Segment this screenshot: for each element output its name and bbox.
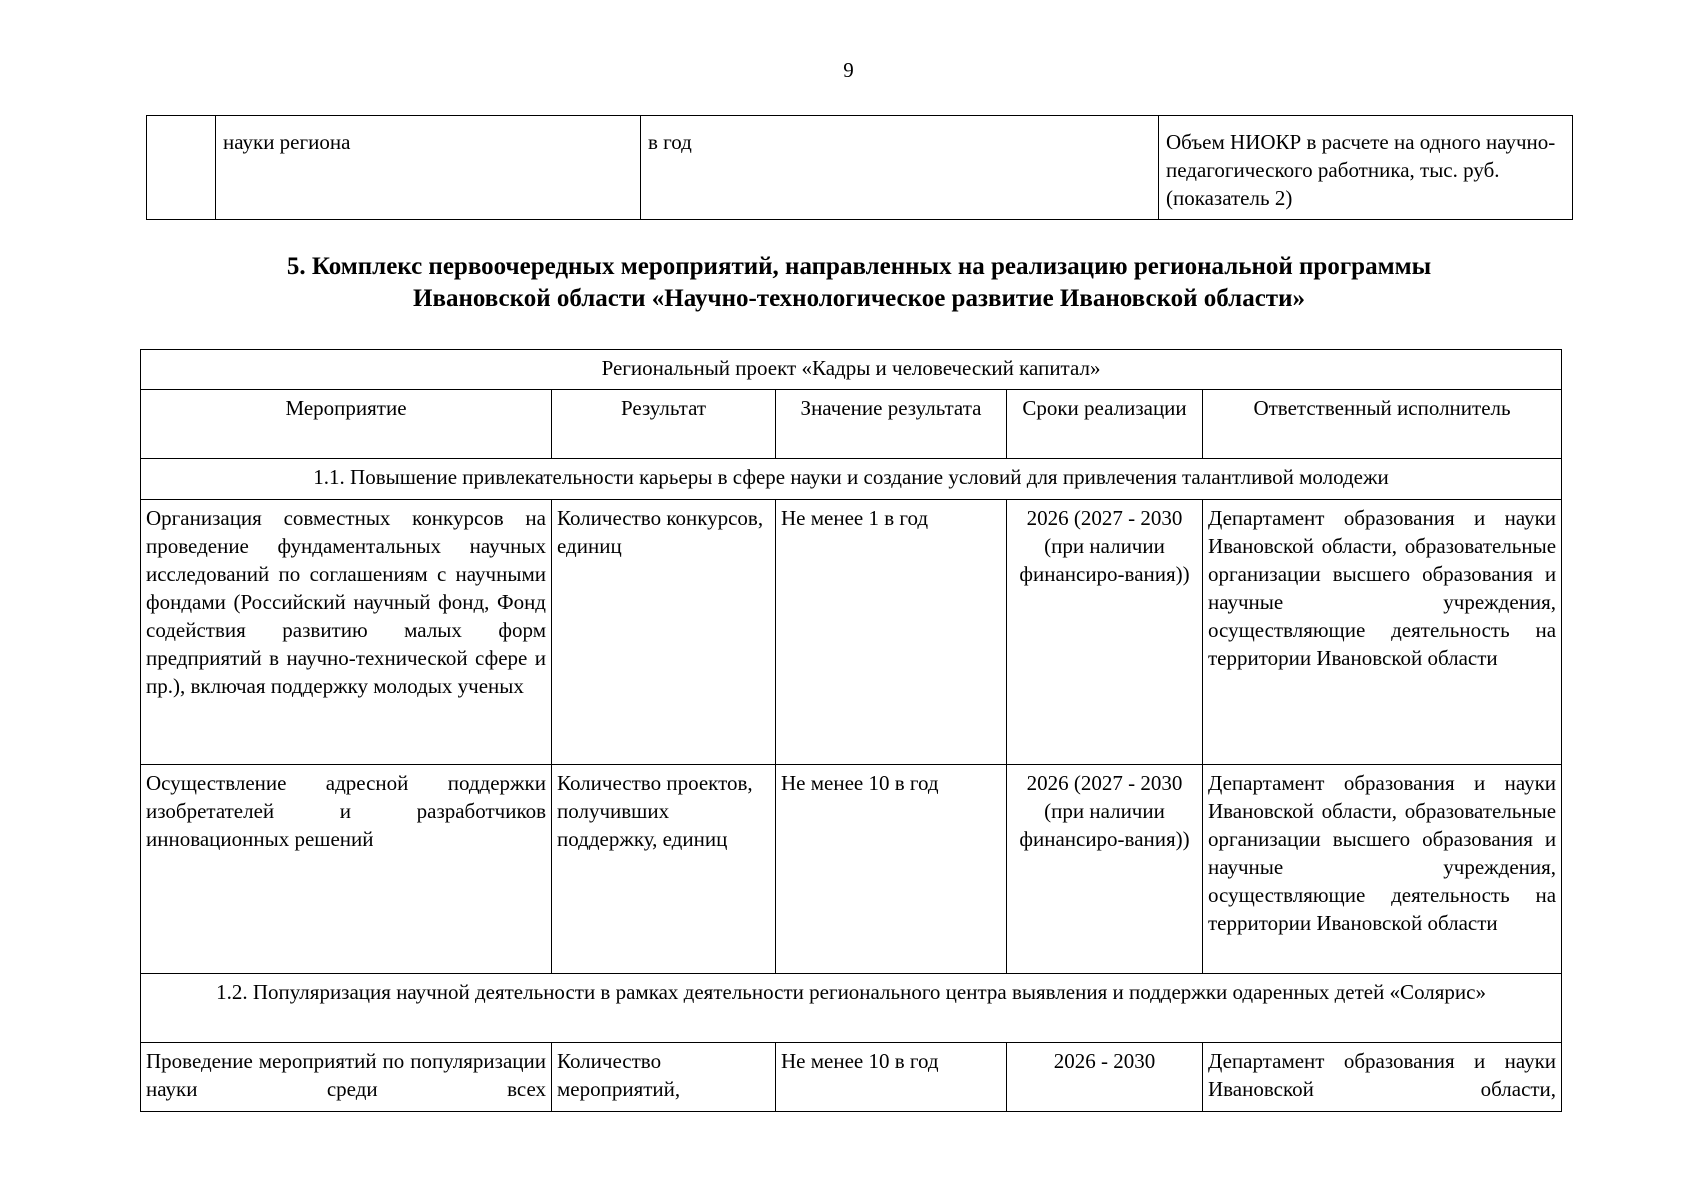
- table-cell: науки региона: [216, 116, 641, 220]
- header-activity: Мероприятие: [141, 390, 552, 459]
- header-result-value: Значение результата: [776, 390, 1007, 459]
- result-value-cell: Не менее 1 в год: [776, 500, 1007, 765]
- continuation-table: [146, 115, 1573, 220]
- period-cell: 2026 (2027 - 2030 (при наличии финансиро-вания)): [1007, 765, 1203, 974]
- result-cell: Количество конкурсов, единиц: [552, 500, 776, 765]
- table-cell: в год: [641, 116, 1159, 220]
- table-row: [141, 765, 1562, 974]
- page-number: 9: [843, 58, 854, 82]
- header-period: Сроки реализации: [1007, 390, 1203, 459]
- project-title: Региональный проект «Кадры и человеческий капитал»: [141, 350, 1562, 390]
- section-title: 1.2. Популяризация научной деятельности в рамках деятельности регионального центра выявления и поддержки одаренных детей «Солярис»: [141, 974, 1562, 1043]
- activity-cell: Осуществление адресной поддержки изобретателей и разработчиков инновационных решений: [141, 765, 552, 974]
- result-cell: Количество проектов, получивших поддержку, единиц: [552, 765, 776, 974]
- header-row: [141, 390, 1562, 459]
- section-title: 1.1. Повышение привлекательности карьеры в сфере науки и создание условий для привлечения талантливой молодежи: [141, 459, 1562, 500]
- period-cell: 2026 - 2030: [1007, 1043, 1203, 1112]
- result-value-cell: Не менее 10 в год: [776, 765, 1007, 974]
- result-cell: Количество мероприятий,: [552, 1043, 776, 1112]
- activities-table: [140, 349, 1562, 1112]
- table-row: [141, 500, 1562, 765]
- section-title-row: [141, 459, 1562, 500]
- section-heading: [146, 251, 1572, 315]
- project-title-row: [141, 350, 1562, 390]
- activity-cell: Организация совместных конкурсов на проведение фундаментальных научных исследований по соглашениям с научными фондами (Российский научный фонд, Фонд содействия развитию малых форм предприятий в научно-технической сфере и пр.), включая поддержку молодых ученых: [141, 500, 552, 765]
- executor-cell: Департамент образования и науки Ивановской области, образовательные организации высшего образования и научные учреждения, осуществляющие деятельность на территории Ивановской области: [1203, 765, 1562, 974]
- section-heading-line-1: 5. Комплекс первоочередных мероприятий, направленных на реализацию региональной программы: [286, 253, 1432, 280]
- executor-cell: Департамент образования и науки Ивановской области, образовательные организации высшего образования и научные учреждения, осуществляющие деятельность на территории Ивановской области: [1203, 500, 1562, 765]
- table-row: [147, 116, 1573, 220]
- result-value-cell: Не менее 10 в год: [776, 1043, 1007, 1112]
- section-title-row: [141, 974, 1562, 1043]
- header-result: Результат: [552, 390, 776, 459]
- activity-cell: Проведение мероприятий по популяризации науки среди всех: [141, 1043, 552, 1112]
- table-cell: [147, 116, 216, 220]
- table-row: [141, 1043, 1562, 1112]
- executor-cell: Департамент образования и науки Ивановской области,: [1203, 1043, 1562, 1112]
- table-cell: Объем НИОКР в расчете на одного научно-педагогического работника, тыс. руб. (показатель 2): [1159, 116, 1573, 220]
- header-executor: Ответственный исполнитель: [1203, 390, 1562, 459]
- period-cell: 2026 (2027 - 2030 (при наличии финансиро-вания)): [1007, 500, 1203, 765]
- section-heading-line-2: Ивановской области «Научно-технологическое развитие Ивановской области»: [413, 285, 1305, 312]
